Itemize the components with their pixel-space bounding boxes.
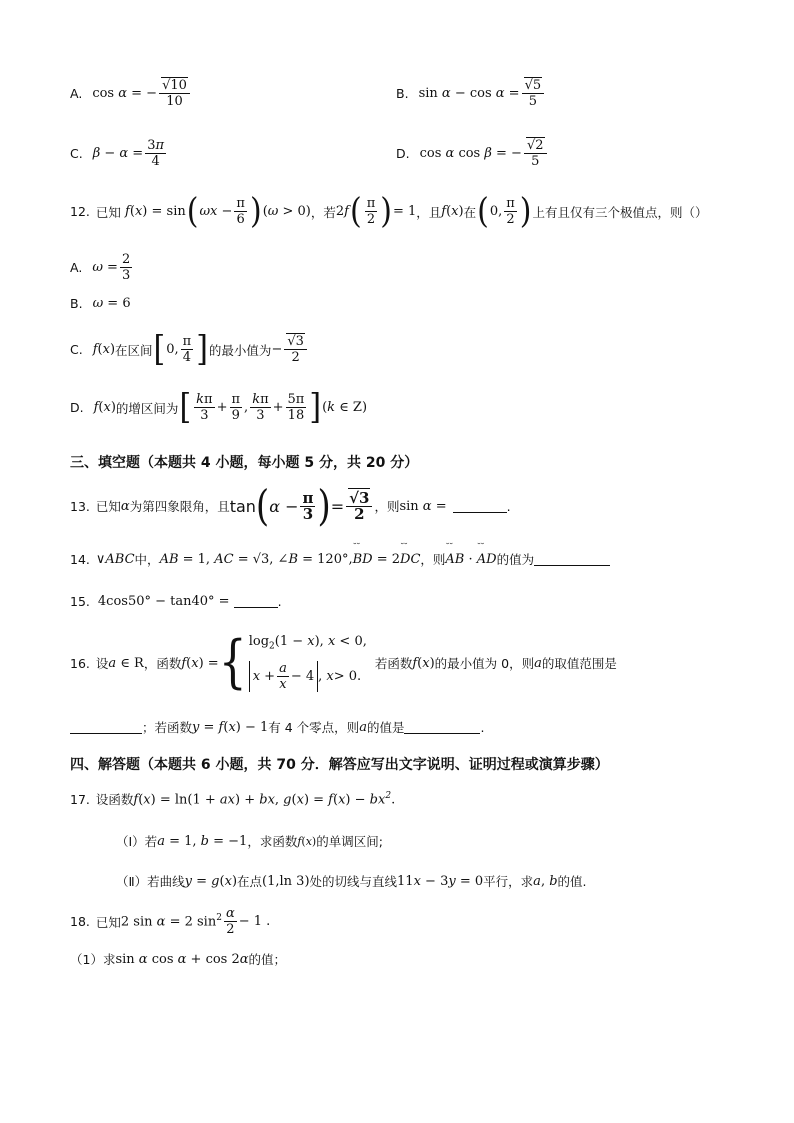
- alpha-over-2: $\frac{\alpha}{2}$: [225, 906, 235, 937]
- q14-number: 14.: [70, 551, 90, 567]
- paren-close: ): [249, 190, 262, 232]
- q17: [70, 790, 395, 808]
- equals-one: = 1: [392, 204, 417, 219]
- q17-p1-label: （Ⅰ）若: [116, 834, 158, 849]
- q16-end: .: [480, 719, 485, 735]
- bracket-open: [: [153, 328, 166, 370]
- option-a-fraction: $\frac{√10}{10}$: [159, 78, 190, 109]
- abs-value: x + $\frac{a}{x}$ − 4: [249, 661, 318, 692]
- fx: f(x): [92, 342, 116, 357]
- paren-close: ): [380, 190, 392, 232]
- q14-text3: 的值为: [496, 552, 535, 567]
- minus: −: [271, 342, 283, 357]
- q12-option-a: [70, 252, 134, 283]
- alpha: α: [120, 498, 130, 514]
- q12-option-c: [70, 328, 309, 370]
- q12-intro: 已知: [95, 204, 121, 220]
- section-3-title: 三、填空题（本题共 4 小题，每小题 5 分，共 20 分）: [70, 455, 419, 471]
- pi-over-2-interval: $\frac{\pi}{2}$: [506, 196, 515, 227]
- fx-eq: f(x) =: [181, 655, 219, 671]
- y-eq-gx: y = g(x): [184, 873, 238, 889]
- equals: =: [330, 496, 345, 516]
- case-1: $\log_2(1 - x)$, x < 0,: [248, 633, 367, 652]
- q15-end: .: [277, 594, 282, 609]
- a-b-vars: a, b: [533, 873, 558, 889]
- sqrt3-over-2: $\frac{√3}{2}$: [284, 334, 307, 365]
- q16-text2: ，函数: [143, 656, 182, 671]
- q18-equation: 2 sin α = 2 $\sin^2$: [120, 913, 222, 930]
- q13: [70, 481, 511, 531]
- q13-text1: 为第四象限角，且: [129, 499, 230, 514]
- plus: +: [216, 400, 228, 415]
- q14-conditions: AB = 1, AC = √3, ∠B = 120°: [159, 551, 349, 567]
- sqrt3-over-2: $\frac{√3}{2}$: [346, 491, 372, 522]
- case-2: x + $\frac{a}{x}$ − 4 , x > 0.: [249, 661, 367, 692]
- q12-opt-b-label: B.: [70, 296, 83, 311]
- q13-text2: ，则: [374, 499, 400, 514]
- q12-d-text: 的增区间为: [115, 400, 179, 416]
- q15: [70, 594, 282, 609]
- q14-text2: ，则: [420, 552, 446, 567]
- q15-number: 15.: [70, 594, 90, 609]
- q15-answer-blank[interactable]: [234, 595, 278, 608]
- q12-mid2: ，且: [416, 204, 442, 220]
- q13-number: 13.: [70, 498, 90, 514]
- option-a-label: A.: [70, 86, 83, 101]
- kpi-over-3b: $\frac{k\pi}{3}$: [252, 392, 269, 423]
- bracket-close: ]: [309, 386, 322, 428]
- q18-p1-label: （1）求: [70, 952, 116, 967]
- q16-text1: 设: [95, 656, 109, 671]
- pi-over-9: $\frac{\pi}{9}$: [231, 392, 241, 423]
- q18-intro: 已知: [95, 914, 121, 930]
- q13-intro: 已知: [95, 499, 121, 514]
- omega-condition: (ω > 0): [262, 204, 311, 219]
- triangle-abc: ∨ABC: [95, 551, 135, 567]
- tan: tan: [229, 496, 256, 516]
- q16-text3: 若函数: [374, 656, 413, 671]
- k-in-z: (k ∈ Z): [322, 400, 368, 415]
- fx: f(x): [441, 204, 464, 219]
- option-c-formula: β − α =: [92, 146, 144, 161]
- 5pi-over-18: $\frac{5\pi}{18}$: [287, 392, 305, 423]
- fx: f(x): [412, 655, 435, 671]
- q18-p1-end: 的值；: [248, 952, 287, 967]
- left-brace: {: [218, 629, 247, 696]
- q12-stem: [70, 190, 708, 232]
- q12-tail: 上有且仅有三个极值点，则（）: [532, 204, 708, 220]
- vector-dot: ˘˘ AB · ˘˘ AD: [445, 552, 496, 567]
- q17-number: 17.: [70, 791, 90, 807]
- q16: [70, 626, 617, 700]
- q16-line2-c: 的值是: [366, 720, 405, 735]
- option-b-label: B.: [396, 86, 409, 101]
- a-var: a: [359, 719, 367, 735]
- plus: +: [272, 400, 284, 415]
- pi-over-2: $\frac{\pi}{2}$: [366, 196, 376, 227]
- minus-one: − 1 .: [238, 914, 271, 929]
- option-c-label: C.: [70, 146, 83, 161]
- q17-functions: f(x) = ln(1 + ax) + bx, $g(x) = f(x) - bx^2$.: [133, 790, 396, 808]
- q16-number: 16.: [70, 655, 90, 671]
- option-b-formula: sin α − cos α =: [418, 86, 520, 101]
- q15-expression: 4cos50° − tan40° =: [97, 594, 230, 609]
- q17-p2-text2: 处的切线与直线: [309, 874, 398, 889]
- alpha-minus: α −: [269, 496, 299, 516]
- q17-intro: 设函数: [95, 792, 134, 807]
- omega-x: ωx −: [199, 204, 233, 219]
- q12-mid3: 在: [463, 204, 477, 220]
- a-in-r: a ∈ R: [108, 655, 144, 671]
- vector-relation: ˘˘ BD = 2˘˘ DC: [353, 552, 421, 567]
- option-d-formula: cos α cos β = −: [419, 146, 522, 161]
- q16-text5: 的取值范围是: [541, 656, 617, 671]
- line-eq: 11x − 3y = 0: [397, 873, 484, 889]
- comma: ,: [244, 400, 249, 415]
- q12-option-d: [70, 386, 368, 428]
- q11-option-d: [396, 138, 549, 169]
- q12-opt-d-label: D.: [70, 400, 84, 415]
- bracket-close: ]: [196, 328, 208, 370]
- paren-close: ): [519, 190, 532, 232]
- q11-option-a: [70, 78, 192, 109]
- q14: [70, 550, 610, 568]
- q12-option-b: [70, 296, 131, 311]
- q16-text4: 的最小值为 0，则: [434, 656, 535, 671]
- paren-open: (: [186, 190, 199, 232]
- q18-number: 18.: [70, 914, 90, 929]
- q18-expression: sin α cos α + cos 2α: [115, 951, 249, 967]
- section-4-title: 四、解答题（本题共 6 小题，共 70 分．解答应写出文字说明、证明过程或演算步骤）: [70, 757, 609, 773]
- piecewise-cases: [249, 634, 367, 693]
- q11-option-b: [396, 78, 546, 109]
- paren-close: ): [317, 481, 331, 531]
- fx: f(x): [93, 400, 116, 415]
- pi-over-6: $\frac{\pi}{6}$: [236, 196, 245, 227]
- omega-eq: ω =: [92, 260, 118, 275]
- q17-p2-text3: 平行，求: [483, 874, 534, 889]
- comma: ,: [348, 551, 353, 567]
- two-thirds: $\frac{2}{3}$: [121, 252, 131, 283]
- q17-p2-text1: 在点: [237, 874, 263, 889]
- sin-alpha: sin α =: [399, 498, 447, 514]
- pi-over-3: $\frac{\pi}{3}$: [302, 488, 314, 523]
- interval-zero: 0,: [489, 204, 503, 219]
- q16-answer-blank-1[interactable]: [70, 721, 142, 734]
- option-d-label: D.: [396, 146, 410, 161]
- option-b-fraction: $\frac{√5}{5}$: [522, 78, 545, 109]
- q12-opt-c-label: C.: [70, 342, 83, 357]
- option-d-fraction: $\frac{√2}{5}$: [524, 138, 547, 169]
- a-over-x: $\frac{a}{x}$: [279, 661, 287, 693]
- q17-p1-end: 的单调区间;: [316, 834, 383, 849]
- q16-line2-b: 有 4 个零点，则: [268, 720, 360, 735]
- interval-zero: 0,: [166, 342, 179, 357]
- q17-p1-text: ，求函数: [247, 834, 298, 849]
- paren-open: (: [255, 481, 270, 531]
- kpi-over-3: $\frac{k\pi}{3}$: [196, 392, 213, 423]
- q16-line2-a: ；若函数: [142, 720, 193, 735]
- option-c-fraction: $\frac{3\pi}{4}$: [147, 138, 165, 169]
- q12-number: 12.: [70, 204, 90, 219]
- q18-part1: [70, 950, 286, 968]
- y-eq: y = f(x) − 1: [192, 719, 269, 735]
- q16-line2: [70, 718, 484, 736]
- q17-p1-values: a = 1, b = −1: [157, 833, 248, 849]
- q14-answer-blank[interactable]: [534, 553, 610, 566]
- q13-end: .: [506, 498, 511, 514]
- fx-small: f(x): [297, 834, 317, 848]
- option-a-formula: cos α = −: [92, 86, 158, 101]
- q12-opt-a-label: A.: [70, 260, 83, 275]
- point: (1,ln 3): [262, 873, 310, 889]
- two-f: 2f: [335, 204, 349, 219]
- a-var: a: [534, 655, 542, 671]
- bracket-open: [: [179, 386, 192, 428]
- q12-c-text2: 的最小值为: [208, 342, 272, 358]
- q17-p2-label: （Ⅱ）若曲线: [116, 874, 185, 889]
- q17-p2-end: 的值.: [557, 874, 587, 889]
- q17-part2: [116, 872, 587, 890]
- paren-open: (: [349, 190, 362, 232]
- q18: [70, 906, 270, 937]
- q16-answer-blank-2[interactable]: [404, 721, 480, 734]
- pi-over-4: $\frac{\pi}{4}$: [182, 334, 192, 365]
- q13-answer-blank[interactable]: [453, 500, 507, 513]
- q17-part1: [116, 832, 383, 850]
- q12-c-text1: 在区间: [115, 342, 153, 358]
- q11-option-c: [70, 138, 168, 169]
- omega-six: ω = 6: [92, 296, 131, 311]
- q14-text1: 中，: [134, 552, 160, 567]
- q12-mid: ，若: [310, 204, 336, 220]
- paren-open: (: [477, 190, 489, 232]
- q12-f-def: f(x) = sin: [120, 204, 186, 219]
